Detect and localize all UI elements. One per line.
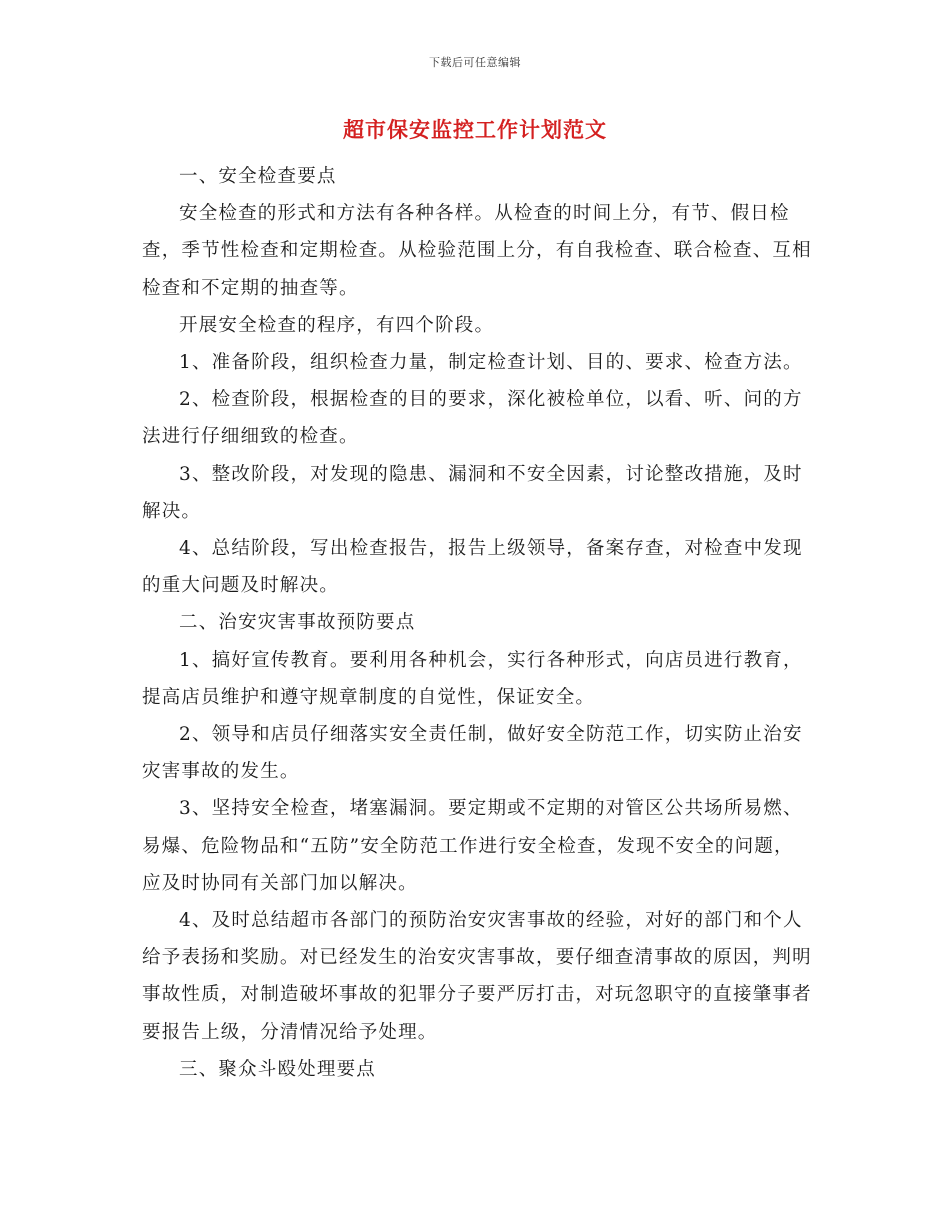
page-header-note: 下载后可任意编辑: [429, 56, 521, 69]
section-heading-3: 三、聚众斗殴处理要点: [179, 1058, 377, 1080]
list-item: 3、整改阶段，对发现的隐患、漏洞和不安全因素，讨论整改措施，及时解决。: [142, 463, 803, 522]
list-item: 4、总结阶段，写出检查报告，报告上级领导，备案存查，对检查中发现的重大问题及时解决。: [142, 538, 803, 597]
list-item: 3、坚持安全检查，堵塞漏洞。要定期或不定期的对管区公共场所易燃、易爆、危险物品和“五防”安全防范工作进行安全检查，发现不安全的问题，应及时协同有关部门加以解决。: [142, 798, 803, 894]
document-title: 超市保安监控工作计划范文: [343, 117, 607, 142]
section-heading-2: 二、治安灾害事故预防要点: [179, 612, 416, 634]
list-item: 1、准备阶段，组织检查力量，制定检查计划、目的、要求、检查方法。: [179, 352, 803, 374]
list-item: 2、检查阶段，根据检查的目的要求，深化被检单位，以看、听、问的方法进行仔细细致的检查。: [142, 389, 803, 448]
list-item: 1、搞好宣传教育。要利用各种机会，实行各种形式，向店员进行教育，提高店员维护和遵守规章制度的自觉性，保证安全。: [142, 649, 803, 708]
list-item: 2、领导和店员仔细落实安全责任制，做好安全防范工作，切实防止治安灾害事故的发生。: [142, 724, 803, 783]
section-heading-1: 一、安全检查要点: [179, 166, 337, 187]
paragraph: 开展安全检查的程序，有四个阶段。: [179, 314, 495, 336]
list-item: 4、及时总结超市各部门的预防治安灾害事故的经验，对好的部门和个人给予表扬和奖励。对已经发生的治安灾害事故，要仔细查清事故的原因，判明事故性质，对制造破坏事故的犯罪分子要严厉打击，对玩忽职守的直接肇事者要报告上级，分清情况给予处理。: [142, 910, 812, 1043]
paragraph: 安全检查的形式和方法有各种各样。从检查的时间上分，有节、假日检查，季节性检查和定期检查。从检验范围上分，有自我检查、联合检查、互相检查和不定期的抽查等。: [142, 203, 812, 299]
document-body: [142, 158, 812, 1088]
